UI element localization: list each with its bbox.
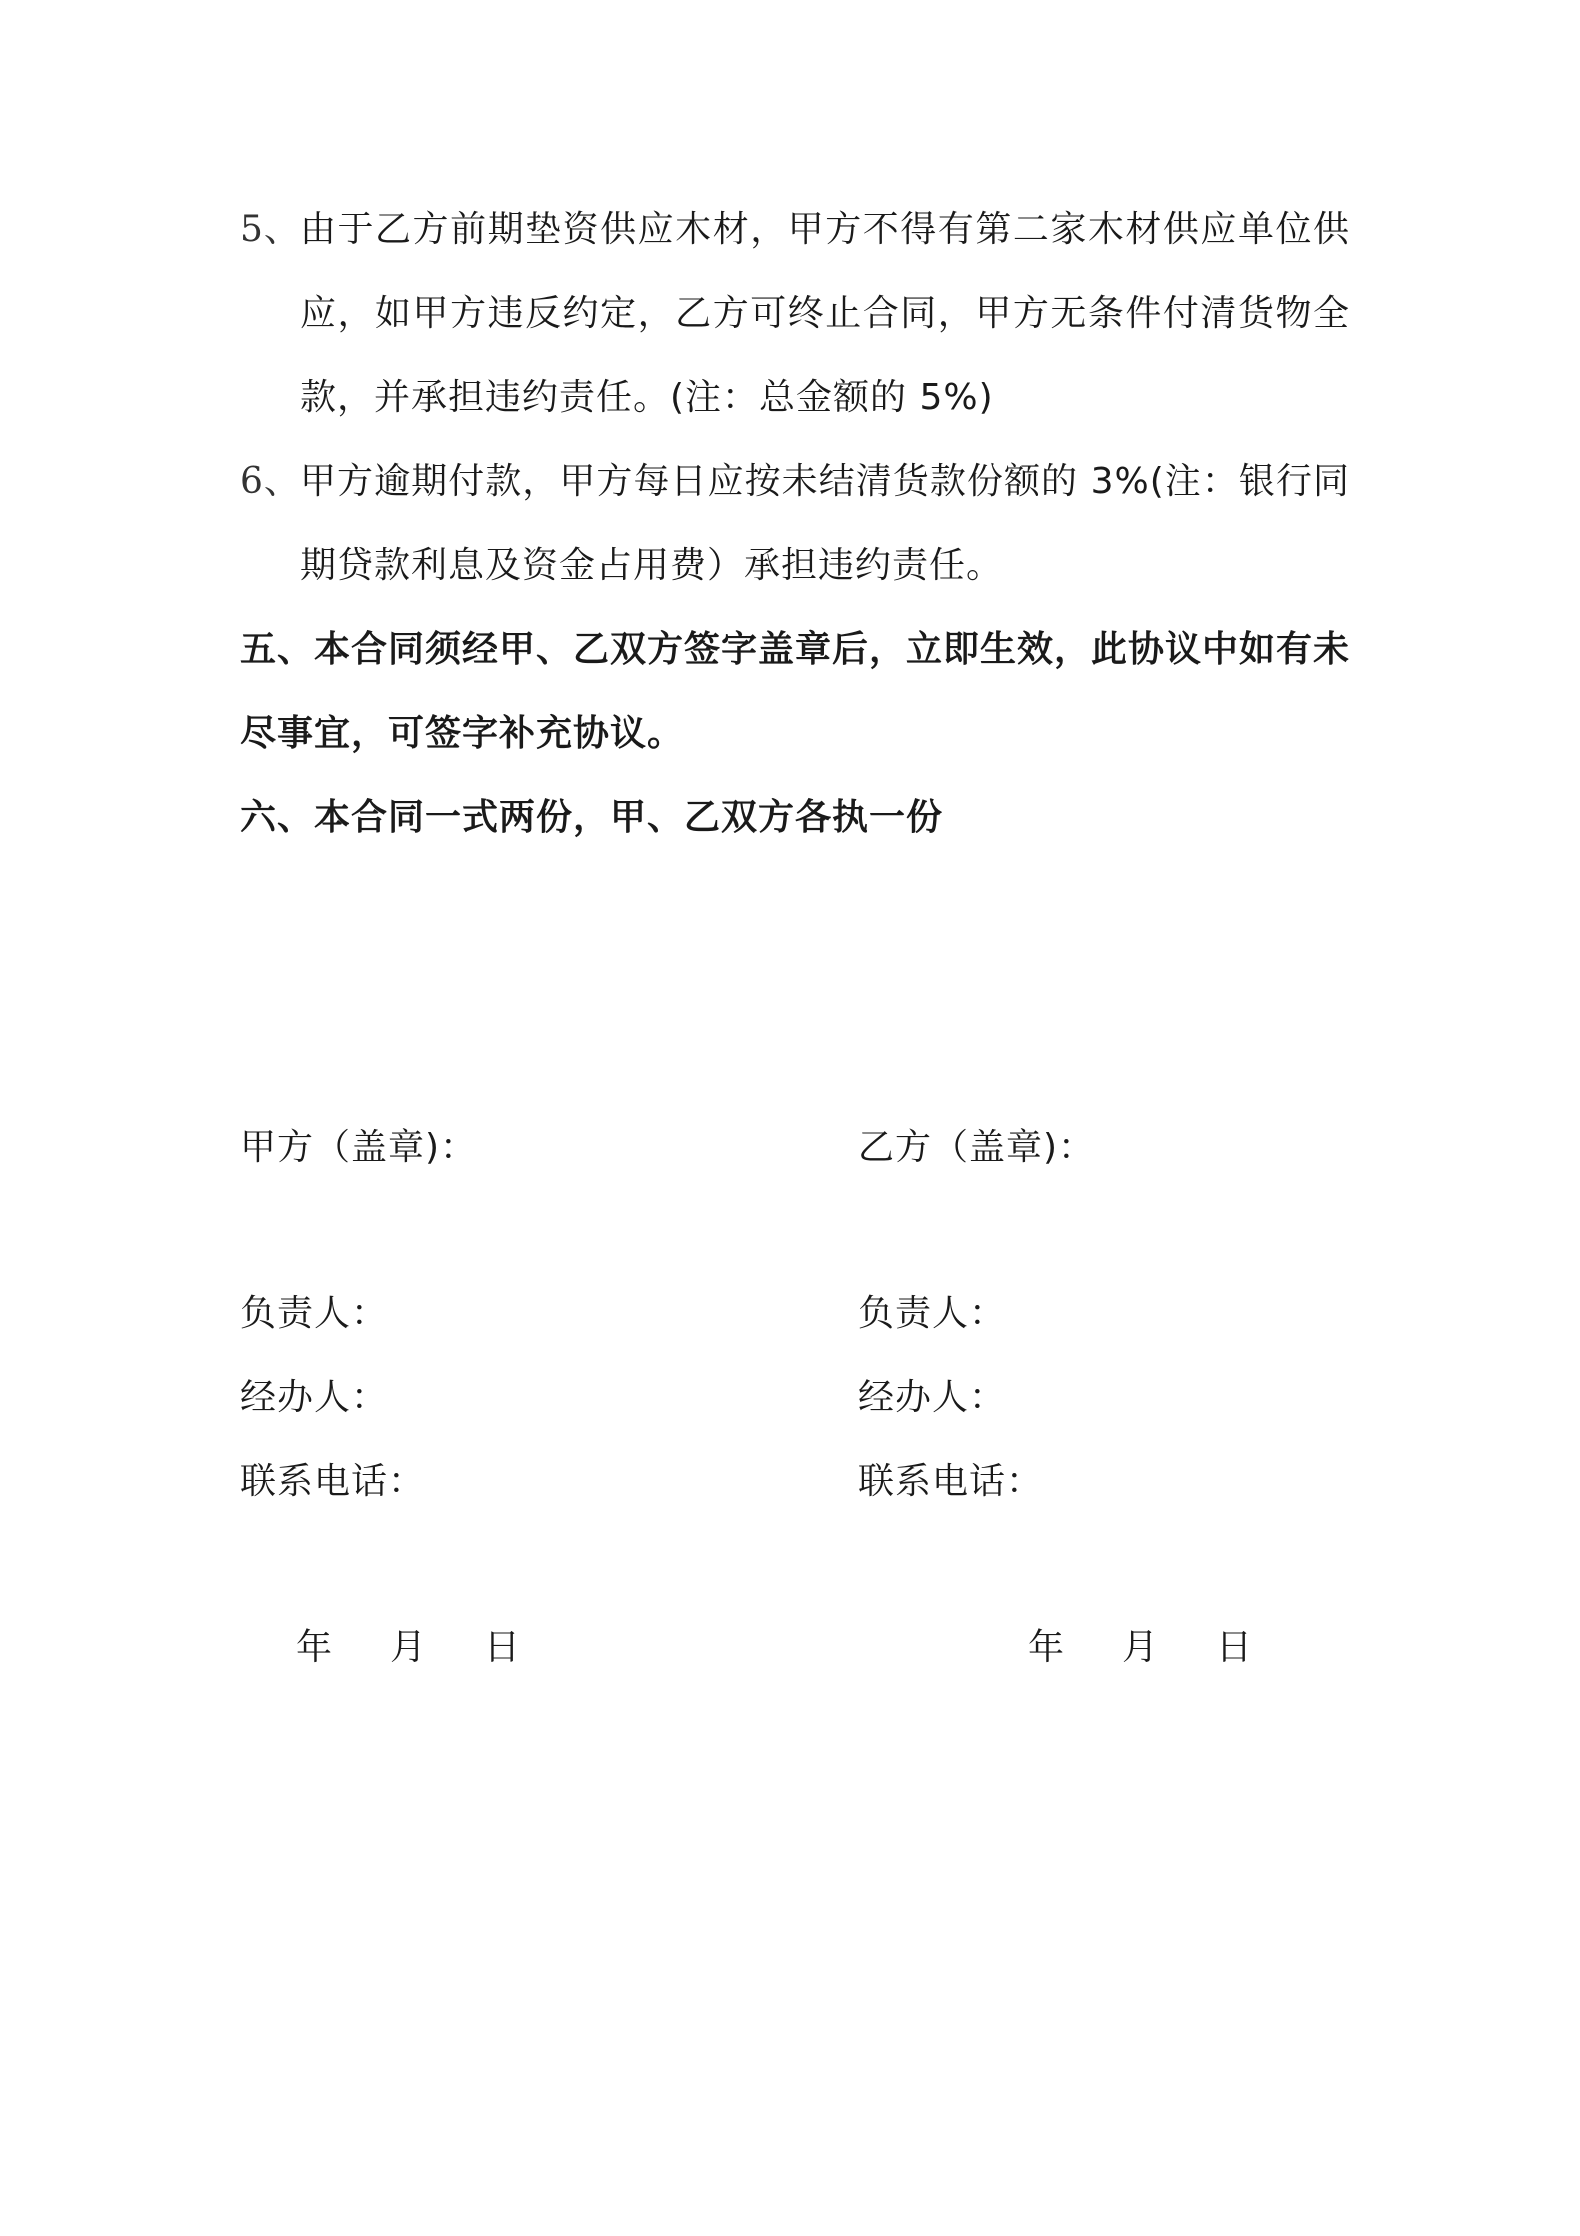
clause-text: 由于乙方前期垫资供应木材，甲方不得有第二家木材供应单位供应，如甲方违反约定，乙方可终止合同，甲方无条件付清货物全款，并承担违约责任。(注：总金额的 5%) — [300, 209, 1350, 418]
date-year: 年 — [1028, 1627, 1065, 1668]
date-month: 月 — [390, 1627, 427, 1668]
date-month: 月 — [1122, 1627, 1159, 1668]
section-six: 六、本合同一式两份，甲、乙双方各执一份 — [240, 797, 944, 838]
party-b-handler-label: 经办人： — [858, 1377, 1007, 1418]
clause-5 — [240, 188, 1350, 440]
clause-number: 6、 — [240, 461, 301, 502]
clause-number: 5、 — [240, 209, 301, 250]
date-day: 日 — [484, 1627, 521, 1668]
party-a-phone-label: 联系电话： — [240, 1461, 426, 1502]
clause-text: 甲方逾期付款，甲方每日应按未结清货款份额的 3%(注：银行同期贷款利息及资金占用费）承担违约责任。 — [300, 461, 1350, 586]
party-a-seal-label: 甲方（盖章)： — [240, 1127, 478, 1168]
party-b-seal-label: 乙方（盖章)： — [858, 1127, 1096, 1168]
date-day: 日 — [1216, 1627, 1253, 1668]
party-a-responsible-label: 负责人： — [240, 1293, 389, 1334]
party-a-handler-label: 经办人： — [240, 1377, 389, 1418]
clause-6 — [240, 440, 1350, 608]
date-line-party-b — [0, 1624, 1580, 1672]
date-year: 年 — [296, 1627, 333, 1668]
party-b-responsible-label: 负责人： — [858, 1293, 1007, 1334]
section-five: 五、本合同须经甲、乙双方签字盖章后，立即生效，此协议中如有未尽事宜，可签字补充协议。 — [240, 629, 1351, 754]
party-b-phone-label: 联系电话： — [858, 1461, 1044, 1502]
